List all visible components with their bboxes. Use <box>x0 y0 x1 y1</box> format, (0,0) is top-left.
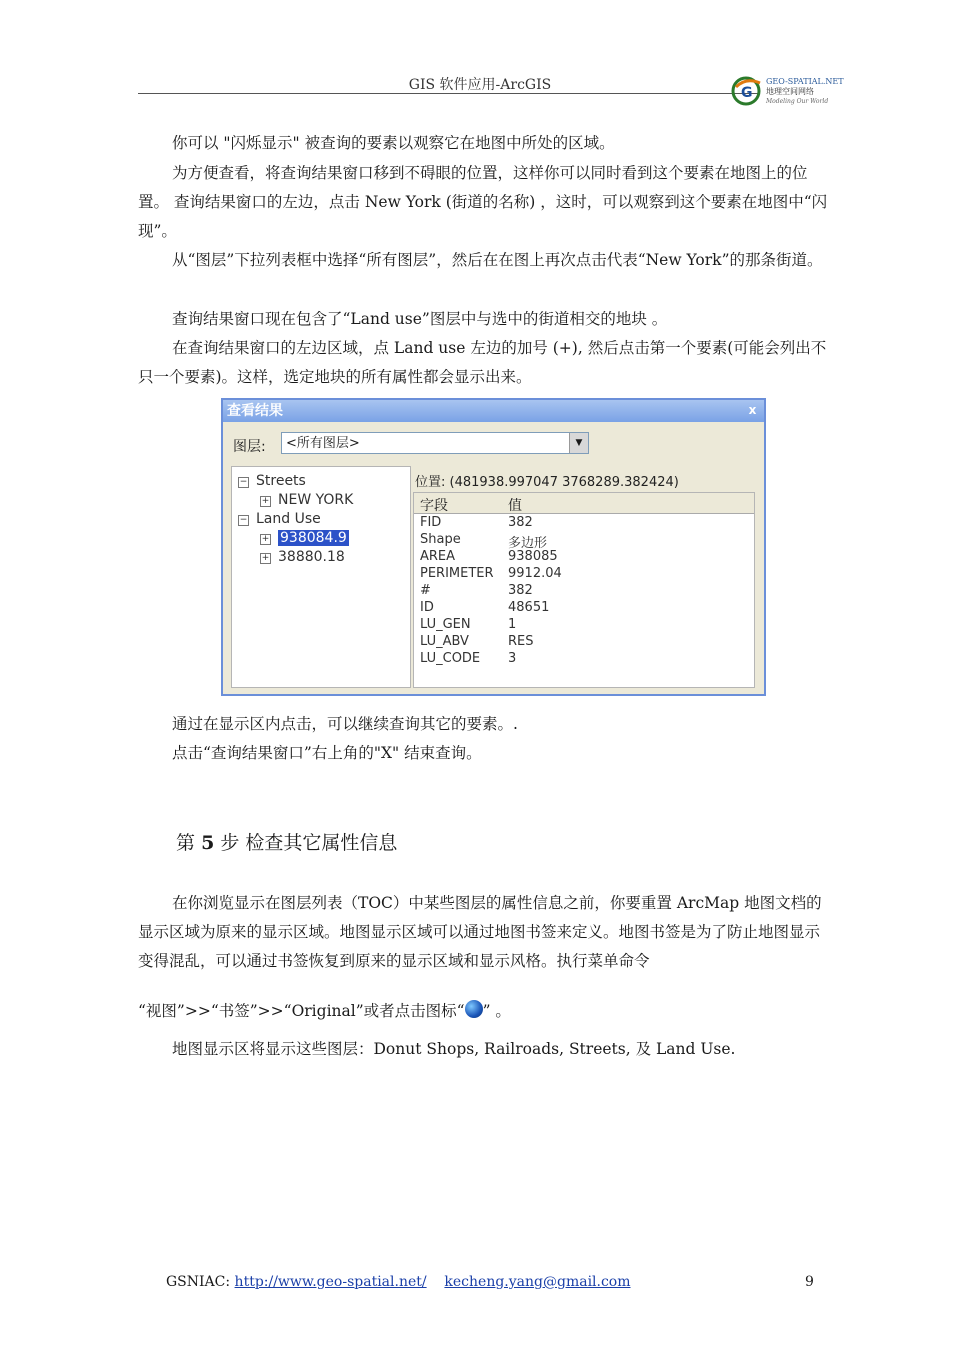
tree-node-streets[interactable] <box>238 473 306 489</box>
tree-label: Land Use <box>256 511 321 527</box>
paragraph-3: 从“图层”下拉列表框中选择“所有图层”，然后在在图上再次点击代表“New York”的那条街道。 <box>172 251 823 269</box>
geo-spatial-logo <box>730 73 844 113</box>
footer-website-link[interactable]: http://www.geo-spatial.net/ <box>234 1274 427 1290</box>
dialog-title-bar <box>223 400 764 422</box>
field-value: 938085 <box>508 549 558 564</box>
close-icon[interactable]: x <box>748 403 757 417</box>
table-row <box>414 566 754 583</box>
paragraph-9 <box>138 997 828 1026</box>
field-value: 382 <box>508 583 533 598</box>
tree-label: Streets <box>256 473 306 489</box>
field-name: # <box>420 583 431 598</box>
footer-prefix: GSNIAC: <box>166 1274 235 1290</box>
collapse-icon[interactable]: − <box>239 515 248 525</box>
results-tree <box>231 466 411 688</box>
expand-icon[interactable]: + <box>261 496 270 506</box>
tree-node-new-york[interactable] <box>260 492 353 508</box>
query-results-dialog <box>221 398 766 696</box>
attribute-table <box>413 492 755 688</box>
tree-label-selected: 938084.9 <box>280 530 347 546</box>
table-header <box>414 493 754 514</box>
location-readout: 位置: (481938.997047 3768289.382424) <box>415 475 679 490</box>
table-row <box>414 515 754 532</box>
tree-node-feature-1[interactable] <box>260 530 349 546</box>
menu-path-end: ” 。 <box>482 1002 511 1020</box>
paragraph-10: 地图显示区将显示这些图层：Donut Shops, Railroads, Streets, 及 Land Use. <box>172 1040 736 1058</box>
field-name: ID <box>420 600 434 615</box>
paragraph-8: 在你浏览显示在图层列表（TOC）中某些图层的属性信息之前，你要重置 ArcMap 地图文档的显示区域为原来的显示区域。地图显示区域可以通过地图书签来定义。地图书签是为了防止地图显示变得混乱，可以通过书签恢复到原来的显示区域和显示风格。执行菜单命令 <box>138 894 822 970</box>
table-row <box>414 532 754 549</box>
section-heading <box>176 829 866 858</box>
svg-text:G: G <box>741 85 753 101</box>
table-row <box>414 634 754 651</box>
expand-icon[interactable]: + <box>261 534 270 544</box>
field-name: LU_ABV <box>420 634 469 649</box>
field-value: 382 <box>508 515 533 530</box>
field-name: LU_GEN <box>420 617 471 632</box>
page-number: 9 <box>805 1274 814 1290</box>
column-header-value[interactable]: 值 <box>508 498 522 514</box>
layer-dropdown-value: <所有图层> <box>286 436 360 451</box>
logo-line-1: GEO-SPATIAL.NET <box>766 77 844 86</box>
field-name: PERIMETER <box>420 566 494 581</box>
field-value: 9912.04 <box>508 566 562 581</box>
paragraph-6: 通过在显示区内点击，可以继续查询其它的要素。. <box>172 715 518 733</box>
globe-icon <box>465 1000 483 1018</box>
heading-text: 步 检查其它属性信息 <box>220 832 398 854</box>
table-row <box>414 583 754 600</box>
field-name: LU_CODE <box>420 651 481 666</box>
field-name: AREA <box>420 549 456 564</box>
tree-label: 38880.18 <box>278 549 345 565</box>
tree-node-land-use[interactable] <box>238 511 321 527</box>
logo-globe-icon <box>730 73 766 109</box>
paragraph-4: 查询结果窗口现在包含了“Land use”图层中与选中的街道相交的地块 。 <box>172 310 668 328</box>
chevron-down-icon[interactable]: ▼ <box>569 433 588 453</box>
paragraph-2: 为方便查看，将查询结果窗口移到不碍眼的位置，这样你可以同时看到这个要素在地图上的位置。 查询结果窗口的左边，点击 New York (街道的名称) ，这时，可以观察到这个要素在地图中“闪现”。 <box>138 164 828 240</box>
footer-email-link[interactable]: kecheng.yang@gmail.com <box>444 1274 631 1290</box>
field-value: 1 <box>508 617 517 632</box>
heading-step-number: 5 <box>201 832 215 854</box>
table-row <box>414 600 754 617</box>
page-footer <box>166 1274 631 1290</box>
field-value: 3 <box>508 651 517 666</box>
paragraph-5: 在查询结果窗口的左边区域，点 Land use 左边的加号 (+), 然后点击第一个要素(可能会列出不只一个要素)。这样，选定地块的所有属性都会显示出来。 <box>138 339 827 386</box>
layer-label: 图层: <box>233 439 266 455</box>
table-row <box>414 651 754 668</box>
table-row <box>414 549 754 566</box>
field-name: FID <box>420 515 442 530</box>
collapse-icon[interactable]: − <box>239 477 248 487</box>
header-rule <box>138 93 758 94</box>
tree-node-feature-2[interactable] <box>260 549 345 565</box>
column-header-field[interactable]: 字段 <box>420 498 448 514</box>
field-value: 48651 <box>508 600 550 615</box>
logo-line-2: 地理空间网络 <box>766 87 814 96</box>
dialog-title: 查看结果 <box>227 403 283 419</box>
logo-line-3: Modeling Our World <box>766 98 829 105</box>
menu-path-text: “视图”>>“书签”>>“Original”或者点击图标“ <box>138 1002 465 1020</box>
field-value: 多边形 <box>508 536 548 551</box>
page-header-title: GIS 软件应用-ArcGIS <box>408 77 552 93</box>
layer-dropdown[interactable] <box>281 432 589 454</box>
table-row <box>414 617 754 634</box>
tree-label: NEW YORK <box>278 492 354 508</box>
field-value: RES <box>508 634 534 649</box>
expand-icon[interactable]: + <box>261 553 270 563</box>
field-name: Shape <box>420 532 461 547</box>
paragraph-7: 点击“查询结果窗口”右上角的"X" 结束查询。 <box>172 744 482 762</box>
paragraph-1: 你可以 "闪烁显示" 被查询的要素以观察它在地图中所处的区域。 <box>172 134 615 152</box>
heading-prefix: 第 <box>176 832 196 854</box>
